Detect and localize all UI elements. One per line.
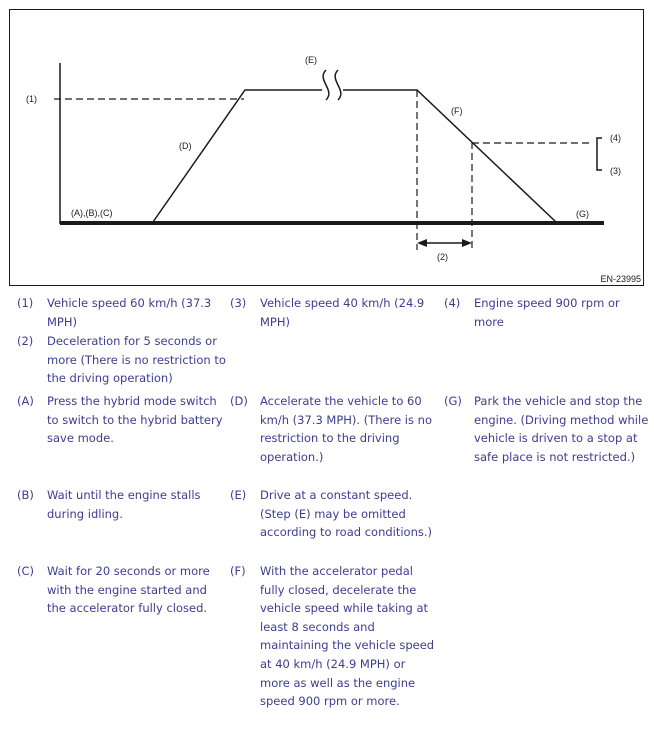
legend-text: Press the hybrid mode switch to switch to the hybrid battery save mode.: [47, 394, 223, 446]
legend-text: Deceleration for 5 seconds or more (There is no restriction to the driving operation): [47, 334, 226, 386]
legend-key: (A): [17, 394, 34, 408]
legend-text: Park the vehicle and stop the engine. (Driving method while vehicle is driven to a stop at safe place is not restricted.): [474, 394, 649, 464]
legend-key: (B): [17, 488, 34, 502]
figure-id-label: EN-23995: [600, 274, 641, 284]
label-3: (3): [610, 166, 621, 176]
label-4: (4): [610, 133, 621, 143]
label-g: (G): [576, 209, 589, 219]
label-2: (2): [437, 252, 448, 262]
diagram-canvas: [10, 10, 645, 287]
label-e: (E): [305, 55, 317, 65]
label-d: (D): [179, 141, 192, 151]
legend-text: Accelerate the vehicle to 60 km/h (37.3 MPH). (There is no restriction to the driving operation.): [260, 394, 432, 464]
legend-text: Vehicle speed 40 km/h (24.9 MPH): [260, 296, 425, 329]
legend-text: Vehicle speed 60 km/h (37.3 MPH): [47, 296, 212, 329]
break-symbol-right: [335, 70, 341, 100]
legend-key: (1): [17, 296, 34, 310]
legend-text: Wait for 20 seconds or more with the engine started and the accelerator fully closed.: [47, 564, 210, 616]
accelerate-profile-line: [153, 90, 322, 222]
legend-key: (3): [230, 296, 247, 310]
legend-key: (C): [17, 564, 35, 578]
label-abc: (A),(B),(C): [71, 208, 113, 218]
legend: [17, 294, 654, 730]
decelerate-profile-line: [343, 90, 556, 222]
speed-profile-diagram: [9, 9, 644, 286]
legend-key: (G): [444, 394, 462, 408]
legend-text: Drive at a constant speed. (Step (E) may be omitted according to road conditions.): [260, 488, 433, 540]
legend-key: (E): [230, 488, 247, 502]
break-symbol-left: [323, 70, 329, 100]
label-1: (1): [26, 94, 37, 104]
legend-key: (4): [444, 296, 461, 310]
interval-arrow-right-head: [462, 239, 472, 247]
legend-key: (2): [17, 334, 34, 348]
legend-text: With the accelerator pedal fully closed, decelerate the vehicle speed while taking at least 8 seconds and maintaining the vehicle speed at 40 km/h (24.9 MPH) or more as well as the engine speed 900 rpm or more.: [260, 564, 435, 709]
legend-key: (F): [230, 564, 246, 578]
label-f: (F): [451, 106, 463, 116]
bracket: [597, 138, 602, 170]
legend-text: Wait until the engine stalls during idling.: [47, 488, 201, 521]
legend-text: Engine speed 900 rpm or more: [474, 296, 620, 329]
interval-arrow-left-head: [417, 239, 427, 247]
legend-key: (D): [230, 394, 248, 408]
